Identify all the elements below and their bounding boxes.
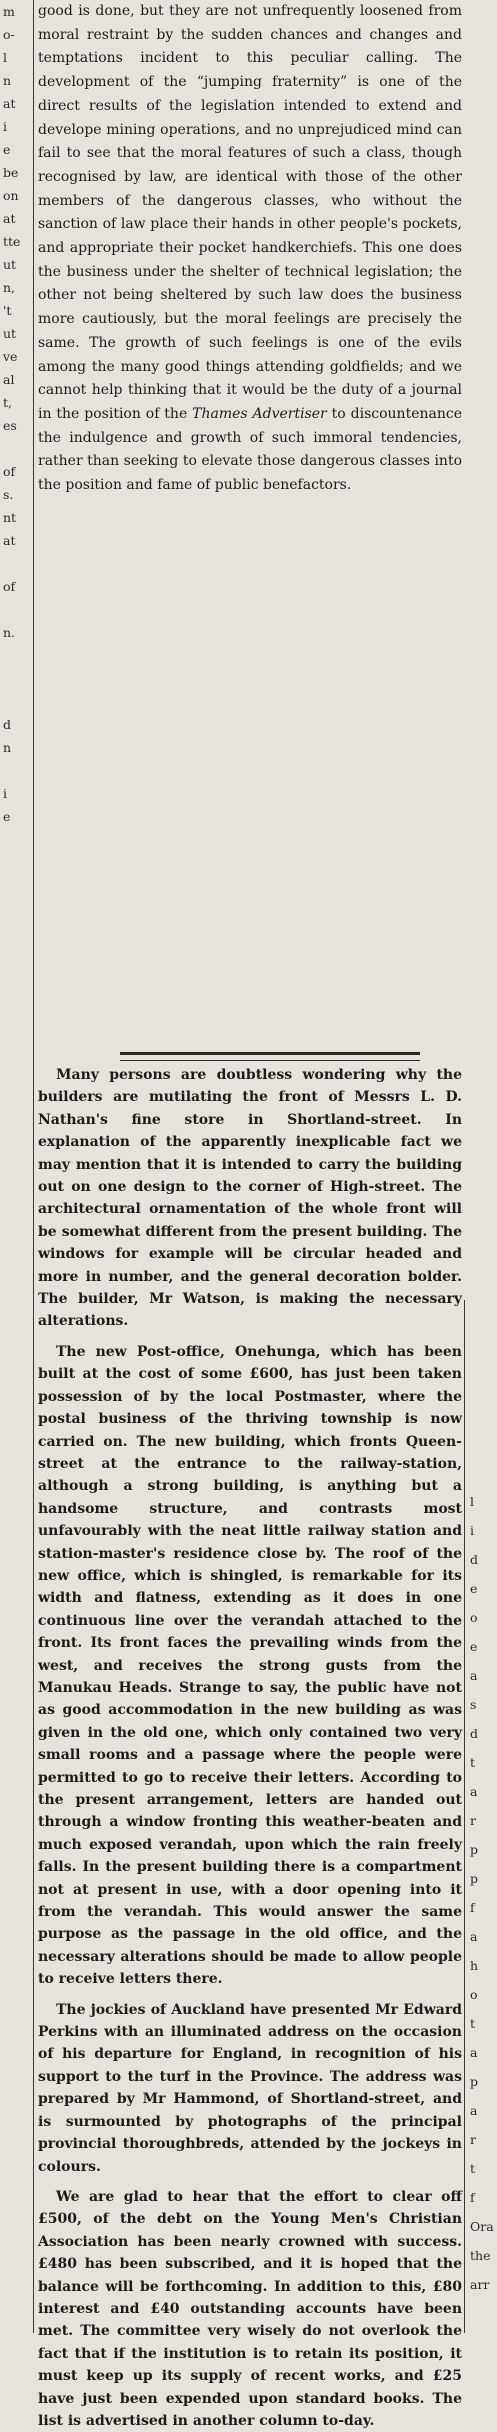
left-fragment: ut — [3, 326, 17, 341]
news-item-perkins-address: The jockies of Auckland have presented Mr Edward Perkins with an illuminated address on the occasion of his departure for England, in recognition of his support to the turf in the Province. The address was prepared by Mr Hammond, of Shortland-street, and is surmounted by photographs of the principal provincial thoroughbreds, attended by the jockeys in colours. — [38, 2001, 462, 2175]
left-fragment: n — [3, 740, 12, 755]
right-fragment: d — [470, 1726, 479, 1741]
right-fragment: d — [470, 1552, 479, 1567]
left-fragment: d — [3, 717, 12, 732]
left-fragment: e — [3, 142, 11, 157]
left-fragment: n. — [3, 625, 16, 640]
left-fragment: l — [3, 50, 7, 65]
right-fragment: t — [470, 2161, 476, 2176]
news-item-ymca-debt: We are glad to hear that the effort to clear off £500, of the debt on the Young Men's Christian Association has been nearly crowned with success. £480 has been subscribed, and it is hoped that the balance will be forthcoming. In addition to this, £80 interest and £40 outstanding accounts have been met. The committee very wisely do not overlook the fact that if the institution is to retain its position, it must keep up its supply of recent works, and £25 have just been expended upon standard books. The list is advertised in another column to-day. — [38, 2188, 462, 2429]
left-fragment: e — [3, 809, 11, 824]
right-fragment: p — [470, 1842, 479, 1857]
left-fragment: ve — [3, 349, 18, 364]
right-fragment: a — [470, 2103, 478, 2118]
left-fragment — [0, 690, 32, 713]
right-fragment: a — [470, 2045, 478, 2060]
right-fragment: the — [470, 2248, 491, 2263]
left-fragment: nt — [3, 510, 17, 525]
right-fragment: e — [470, 1639, 478, 1654]
left-fragment — [0, 552, 32, 575]
left-fragment: t, — [3, 395, 12, 410]
right-fragment: a — [470, 1929, 478, 1944]
left-fragment: tte — [3, 234, 21, 249]
left-fragment: at — [3, 533, 16, 548]
left-fragment: of — [3, 579, 16, 594]
left-fragment: n — [3, 73, 12, 88]
left-fragment: at — [3, 211, 16, 226]
left-fragment — [0, 667, 32, 690]
left-fragment — [0, 644, 32, 667]
left-fragment: al — [3, 372, 15, 387]
editorial-paragraph: good is done, but they are not unfrequently loosened from moral restraint by the sudden chances and changes and temptations incident to this peculiar calling. The development of the “jumping fraternity” is one of the direct results of the legislation intended to extend and develope mining operations, and no unprejudiced mind can fail to see that the moral features of such a class, though recognised by law, are identical with those of the other members of the dangerous classes, who without the sanction of law place their hands in other people's pockets, and appropriate their pocket handkerchiefs. This one does the business under the shelter of technical legislation; the other not being sheltered by such law does the business more cautiously, but the moral feelings are precisely the same. The growth of such feelings is one of the evils among the many good things attending goldfields; and we cannot help thinking that it would be the duty of a journal in the position of the Thames Advertiser to discountenance the indulgence and growth of such immoral tendencies, rather than seeking to elevate those dangerous classes into the position and fame of public benefactors. — [38, 3, 462, 494]
left-fragment: at — [3, 96, 16, 111]
right-fragment: t — [470, 2016, 476, 2031]
right-fragment: r — [470, 1813, 476, 1828]
right-fragment: o — [470, 1987, 478, 2002]
right-fragment: arr — [470, 2277, 490, 2292]
left-fragment: es — [3, 418, 17, 433]
right-fragment: h — [470, 1958, 479, 1973]
left-fragment: of — [3, 464, 16, 479]
left-fragment: ut — [3, 257, 17, 272]
article-divider — [120, 1052, 420, 1061]
right-fragment: r — [470, 2132, 476, 2147]
left-fragment — [0, 437, 32, 460]
column-rule-left — [33, 0, 34, 2333]
newspaper-title: Thames Advertiser — [192, 405, 327, 422]
left-fragment: on — [3, 188, 19, 203]
news-items-column — [38, 1064, 462, 2432]
right-fragment: a — [470, 1668, 478, 1683]
right-fragment: f — [470, 2190, 475, 2205]
right-fragment: p — [470, 2074, 479, 2089]
news-item-nathan-store: Many persons are doubtless wondering why the builders are mutilating the front of Messrs L. D. Nathan's fine store in Shortland-street. In explanation of the apparently inexplicable fact we may mention that it is intended to carry the building out on one design to the corner of High-street. The architectural ornamentation of the whole front will be somewhat different from the present building. The windows for example will be circular headed and more in number, and the general decoration bolder. The builder, Mr Watson, is making the necessary alterations. — [38, 1067, 462, 1330]
right-fragment: o — [470, 1610, 478, 1625]
right-fragment: i — [470, 1523, 474, 1538]
editorial-column — [38, 0, 462, 498]
column-rule-right — [464, 1300, 465, 2333]
right-fragment: t — [470, 1755, 476, 1770]
news-item-onehunga-post-office: The new Post-office, Onehunga, which has been built at the cost of some £600, has just been taken possession of by the local Postmaster, where the postal business of the thriving township is now carried on. The new building, which fronts Queen-street at the entrance to the railway-station, although a strong building, is anything but a handsome structure, and contrasts most unfavourably with the neat little railway station and station-master's residence close by. The roof of the new office, which is shingled, is remarkable for its width and flatness, extending as it does in one continuous line over the verandah attached to the front. Its front faces the prevailing winds from the west, and receives the strong gusts from the Manukau Heads. Strange to say, the public have not as good accommodation in the new building as was given in the old one, which only contained two very small rooms and a passage where the people were permitted to go to receive their letters. According to the present arrangement, letters are handed out through a window fronting this weather-beaten and much exposed verandah, upon which the rain freely falls. In the present building there is a compartment not at present in use, with a door opening into it from the verandah. This would answer the same purpose as the passage in the old office, and the necessary alterations should be made to allow people to receive letters there. — [38, 1343, 462, 1988]
right-fragment: a — [470, 1784, 478, 1799]
left-fragment: n, — [3, 280, 16, 295]
right-fragment: l — [470, 1494, 474, 1509]
left-fragment: m — [3, 4, 15, 19]
left-fragment: 't — [3, 303, 12, 318]
left-fragment: o- — [3, 27, 15, 42]
right-fragment: s — [470, 1697, 477, 1712]
left-fragment: i — [3, 786, 7, 801]
left-fragment — [0, 759, 32, 782]
left-fragment — [0, 598, 32, 621]
left-fragment: s. — [3, 487, 14, 502]
right-fragment: f — [470, 1900, 475, 1915]
right-column-fragments — [466, 0, 497, 2333]
left-column-fragments — [0, 0, 32, 2333]
right-fragment: Ora — [470, 2219, 494, 2234]
right-fragment: e — [470, 1581, 478, 1596]
right-fragment: p — [470, 1871, 479, 1886]
left-fragment: be — [3, 165, 19, 180]
left-fragment: i — [3, 119, 7, 134]
